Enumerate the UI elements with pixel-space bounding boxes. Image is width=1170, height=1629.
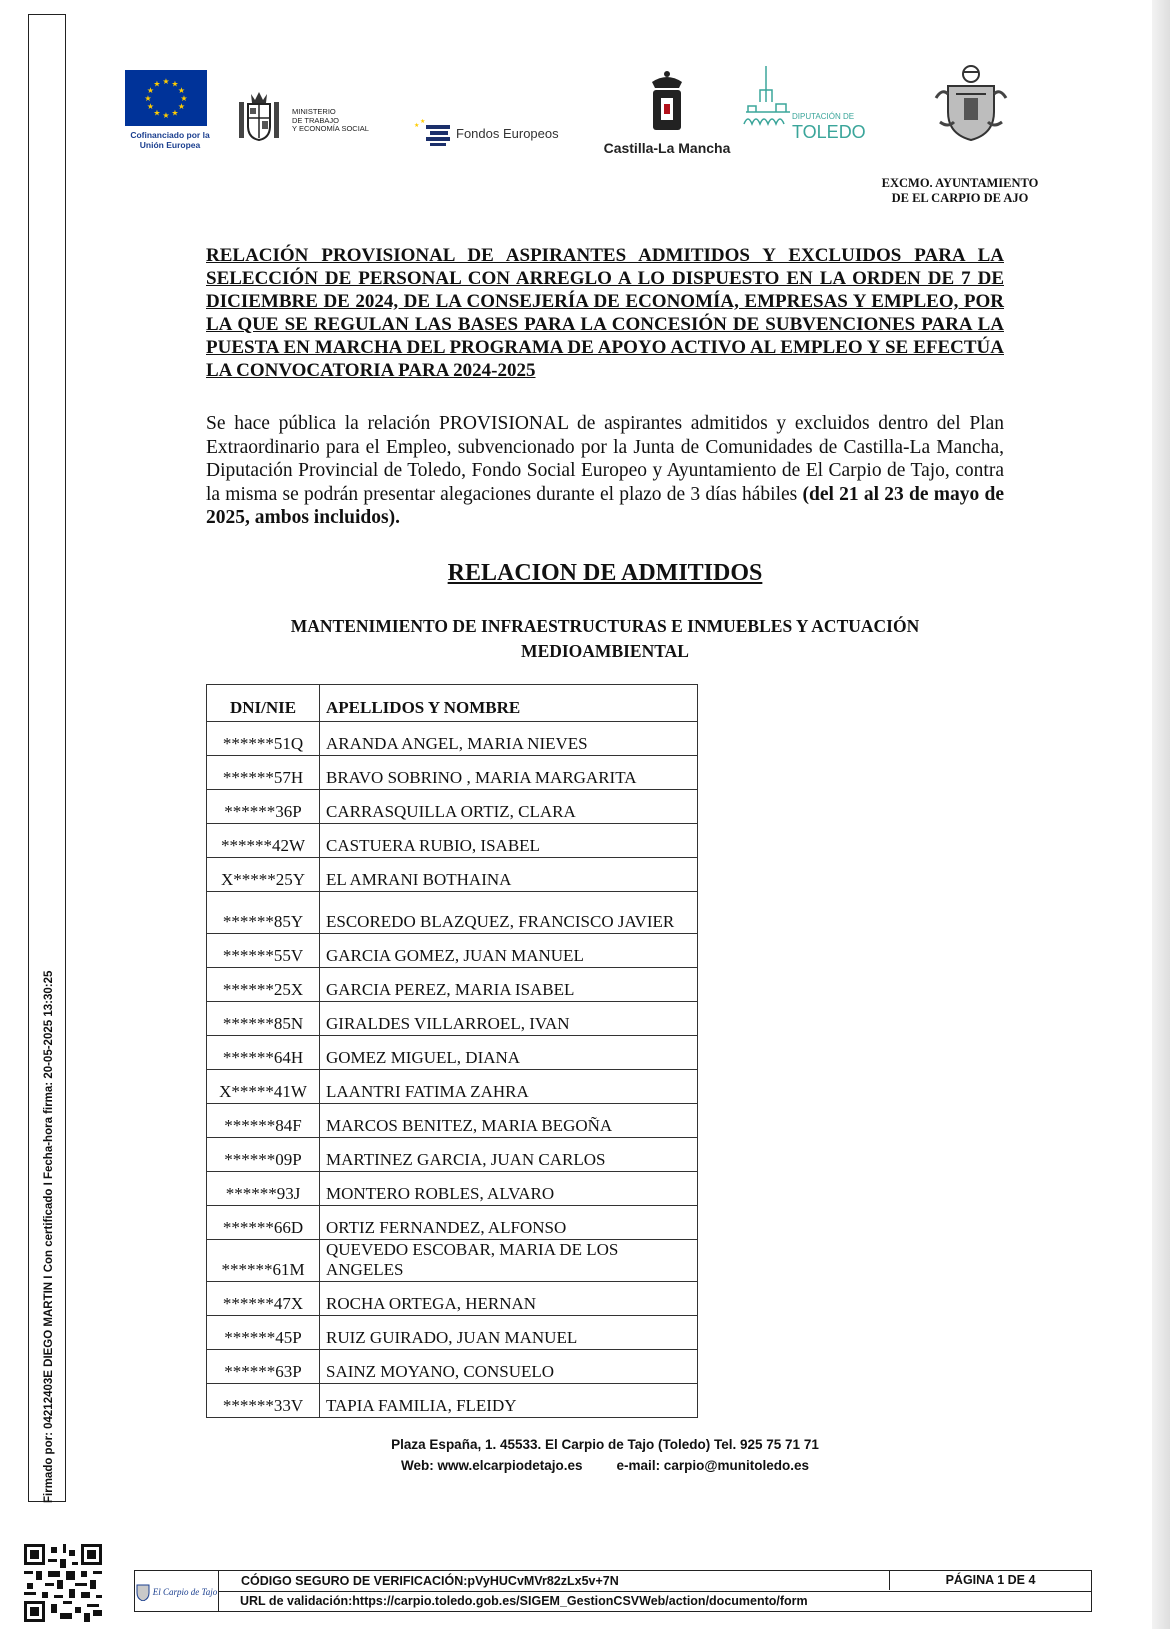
name-cell: MARTINEZ GARCIA, JUAN CARLOS xyxy=(320,1138,698,1172)
dni-cell: ******66D xyxy=(207,1206,320,1240)
ministry-logo-text xyxy=(292,108,392,134)
dni-cell: ******85N xyxy=(207,1002,320,1036)
dni-cell: ******51Q xyxy=(207,722,320,756)
table-row xyxy=(207,934,698,968)
name-cell: BRAVO SOBRINO , MARIA MARGARITA xyxy=(320,756,698,790)
el-carpio-shield-icon xyxy=(934,62,1008,146)
category-heading-line-2: MEDIOAMBIENTAL xyxy=(521,641,689,661)
dni-cell: ******64H xyxy=(207,1036,320,1070)
svg-text:★: ★ xyxy=(414,122,420,129)
table-row xyxy=(207,1104,698,1138)
header-dni: DNI/NIE xyxy=(207,685,320,722)
name-cell: QUEVEDO ESCOBAR, MARIA DE LOS ANGELES xyxy=(320,1240,698,1282)
name-cell: CARRASQUILLA ORTIZ, CLARA xyxy=(320,790,698,824)
castilla-la-mancha-label: Castilla-La Mancha xyxy=(603,140,731,156)
dni-cell: ******25X xyxy=(207,968,320,1002)
name-cell: SAINZ MOYANO, CONSUELO xyxy=(320,1350,698,1384)
table-row xyxy=(207,756,698,790)
fondos-europeos-label: Fondos Europeos xyxy=(456,125,559,141)
header-name: APELLIDOS Y NOMBRE xyxy=(320,685,698,722)
dni-cell: ******85Y xyxy=(207,892,320,934)
verification-logo-text: El Carpio de Tajo xyxy=(152,1586,218,1597)
contact-line xyxy=(206,1455,1004,1476)
ayuntamiento-line-1: EXCMO. AYUNTAMIENTO xyxy=(881,176,1039,190)
name-cell: GARCIA GOMEZ, JUAN MANUEL xyxy=(320,934,698,968)
table-header-row xyxy=(207,685,698,722)
ayuntamiento-heading xyxy=(860,176,1060,206)
svg-text:★: ★ xyxy=(162,111,170,120)
dni-cell: ******33V xyxy=(207,1384,320,1418)
dni-cell: ******61M xyxy=(207,1240,320,1282)
carpio-small-shield-icon xyxy=(136,1583,150,1601)
dni-cell: ******09P xyxy=(207,1138,320,1172)
ministry-line-2: DE TRABAJO xyxy=(292,115,339,125)
table-row xyxy=(207,1316,698,1350)
svg-text:★: ★ xyxy=(177,86,186,95)
table-row xyxy=(207,1240,698,1282)
name-cell: RUIZ GUIRADO, JUAN MANUEL xyxy=(320,1316,698,1350)
svg-text:★: ★ xyxy=(146,102,155,111)
dni-cell: ******63P xyxy=(207,1350,320,1384)
category-heading-line-1: MANTENIMIENTO DE INFRAESTRUCTURAS E INMUEBLES Y ACTUACIÓN xyxy=(290,616,920,636)
name-cell: ARANDA ANGEL, MARIA NIEVES xyxy=(320,722,698,756)
svg-text:★: ★ xyxy=(146,86,155,95)
category-heading xyxy=(206,614,1004,664)
verification-logo xyxy=(135,1571,219,1612)
eu-flag-logo xyxy=(125,70,207,126)
address-line: Plaza España, 1. 45533. El Carpio de Tajo (Toledo) Tel. 925 75 71 71 xyxy=(391,1437,819,1452)
table-row xyxy=(207,1172,698,1206)
intro-paragraph xyxy=(206,412,1004,530)
name-cell: ROCHA ORTEGA, HERNAN xyxy=(320,1282,698,1316)
diputacion-toledo-logo xyxy=(740,62,866,144)
dni-cell: ******84F xyxy=(207,1104,320,1138)
svg-text:★: ★ xyxy=(177,102,186,111)
admitted-table xyxy=(206,684,698,1418)
table-body xyxy=(207,722,698,1418)
castilla-la-mancha-logo xyxy=(600,68,734,156)
page-edge-shadow xyxy=(1152,0,1170,1629)
name-cell: LAANTRI FATIMA ZAHRA xyxy=(320,1070,698,1104)
table-row xyxy=(207,790,698,824)
document-title: RELACIÓN PROVISIONAL DE ASPIRANTES ADMITIDOS Y EXCLUIDOS PARA LA SELECCIÓN DE PERSONAL CON ARREGLO A LO DISPUESTO EN LA ORDEN DE 7 DE DICIEMBRE DE 2024, DE LA CONSEJERÍA DE ECONOMÍA, EMPRESAS Y EMPLEO, POR LA QUE SE REGULAN LAS BASES PARA LA CONCESIÓN DE SUBVENCIONES PARA LA PUESTA EN MARCHA DEL PROGRAMA DE APOYO ACTIVO AL EMPLEO Y SE EFECTÚA LA CONVOCATORIA PARA 2024-2025 xyxy=(206,245,1004,381)
fondos-europeos-icon xyxy=(414,119,452,147)
qr-code-icon xyxy=(24,1544,102,1622)
name-cell: TAPIA FAMILIA, FLEIDY xyxy=(320,1384,698,1418)
dni-cell: ******57H xyxy=(207,756,320,790)
table-row xyxy=(207,1350,698,1384)
website-link[interactable]: Web: www.elcarpiodetajo.es xyxy=(401,1458,583,1473)
name-cell: CASTUERA RUBIO, ISABEL xyxy=(320,824,698,858)
validation-url[interactable]: URL de validación:https://carpio.toledo.gob.es/SIGEM_GestionCSVWeb/action/documento/form xyxy=(240,1594,808,1608)
email-link[interactable]: e-mail: carpio@munitoledo.es xyxy=(616,1458,809,1473)
table-row xyxy=(207,1002,698,1036)
dni-cell: ******42W xyxy=(207,824,320,858)
intro-deadline: (del 21 al 23 de mayo de 2025, ambos incluidos). xyxy=(206,483,1004,528)
intro-text: Se hace pública la relación PROVISIONAL de aspirantes admitidos y excluidos dentro del Plan Extraordinario para el Empleo, subvencionado por la Junta de Comunidades de Castilla-La Mancha, Diputación Provincial de Toledo, Fondo Social Europeo y Ayuntamiento de El Carpio de Tajo, contra la misma se podrán presentar alegaciones durante el plazo de 3 días hábiles xyxy=(206,413,1004,505)
name-cell: MONTERO ROBLES, ALVARO xyxy=(320,1172,698,1206)
table-row xyxy=(207,858,698,892)
dni-cell: ******55V xyxy=(207,934,320,968)
name-cell: EL AMRANI BOTHAINA xyxy=(320,858,698,892)
name-cell: GOMEZ MIGUEL, DIANA xyxy=(320,1036,698,1070)
name-cell: GARCIA PEREZ, MARIA ISABEL xyxy=(320,968,698,1002)
dni-cell: ******45P xyxy=(207,1316,320,1350)
page-indicator: PÁGINA 1 DE 4 xyxy=(889,1571,1091,1590)
svg-text:★: ★ xyxy=(180,94,188,103)
verification-code: CÓDIGO SEGURO DE VERIFICACIÓN:pVyHUCvMVr82zLx5v+7N xyxy=(241,1574,619,1588)
castilla-la-mancha-icon xyxy=(600,68,734,134)
table-row xyxy=(207,722,698,756)
svg-text:★: ★ xyxy=(153,79,161,89)
signature-text: Firmado por: 04212403E DIEGO MARTIN I Con certificado I Fecha-hora firma: 20-05-2025 13:30:25 xyxy=(43,970,55,1503)
dni-cell: ******36P xyxy=(207,790,320,824)
table-row xyxy=(207,1384,698,1418)
dni-cell: X*****25Y xyxy=(207,858,320,892)
ministry-line-3: Y ECONOMÍA SOCIAL xyxy=(292,124,369,133)
name-cell: GIRALDES VILLARROEL, IVAN xyxy=(320,1002,698,1036)
name-cell: MARCOS BENITEZ, MARIA BEGOÑA xyxy=(320,1104,698,1138)
footer-address xyxy=(206,1434,1004,1476)
toledo-label: TOLEDO xyxy=(792,122,866,142)
table-row xyxy=(207,1138,698,1172)
table-row xyxy=(207,968,698,1002)
dni-cell: ******47X xyxy=(207,1282,320,1316)
svg-text:★: ★ xyxy=(144,94,152,103)
verification-code-row xyxy=(219,1571,1091,1592)
signature-strip xyxy=(28,14,66,1502)
ministry-line-1: MINISTERIO xyxy=(292,107,336,116)
svg-text:★: ★ xyxy=(420,119,426,125)
fondos-europeos-logo xyxy=(414,118,559,148)
table-row xyxy=(207,1282,698,1316)
svg-text:★: ★ xyxy=(153,108,161,118)
diputacion-toledo-text xyxy=(792,112,866,142)
section-heading: RELACION DE ADMITIDOS xyxy=(447,560,763,586)
eu-caption: Cofinanciado por la Unión Europea xyxy=(130,130,210,150)
table-row xyxy=(207,824,698,858)
spain-coat-of-arms-icon xyxy=(236,90,282,144)
svg-text:★: ★ xyxy=(171,79,179,89)
diputacion-label: DIPUTACIÓN DE xyxy=(792,112,855,121)
table-row xyxy=(207,892,698,934)
table-row xyxy=(207,1206,698,1240)
table-row xyxy=(207,1070,698,1104)
table-row xyxy=(207,1036,698,1070)
name-cell: ESCOREDO BLAZQUEZ, FRANCISCO JAVIER xyxy=(320,892,698,934)
dni-cell: X*****41W xyxy=(207,1070,320,1104)
dni-cell: ******93J xyxy=(207,1172,320,1206)
toledo-skyline-icon xyxy=(740,62,796,144)
name-cell: ORTIZ FERNANDEZ, ALFONSO xyxy=(320,1206,698,1240)
svg-text:★: ★ xyxy=(162,77,170,86)
ayuntamiento-line-2: DE EL CARPIO DE AJO xyxy=(891,191,1029,205)
svg-text:★: ★ xyxy=(171,108,179,118)
